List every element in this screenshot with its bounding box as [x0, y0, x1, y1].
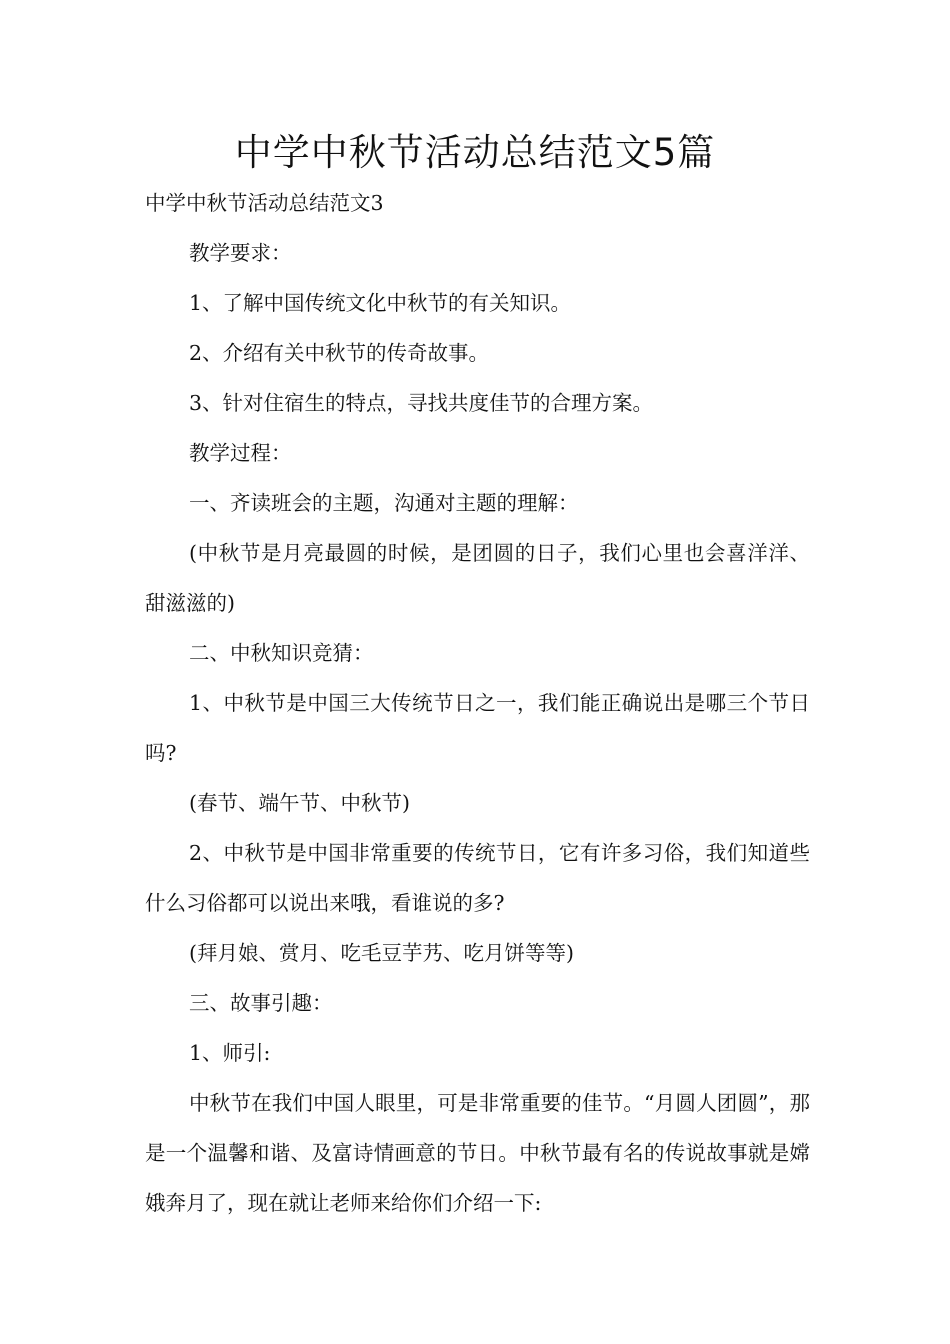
paragraph: 2、介绍有关中秋节的传奇故事。: [189, 341, 490, 365]
paragraph: 2、中秋节是中国非常重要的传统节日，它有许多习俗，我们知道些什么习俗都可以说出来哦，看谁说的多?: [145, 841, 810, 915]
paragraph: (中秋节是月亮最圆的时候，是团圆的日子，我们心里也会喜洋洋、甜滋滋的): [145, 541, 810, 615]
paragraph: (春节、端午节、中秋节): [189, 791, 410, 815]
paragraph: 中学中秋节活动总结范文3: [145, 191, 384, 215]
paragraph: 1、了解中国传统文化中秋节的有关知识。: [189, 291, 572, 315]
paragraph: 一、齐读班会的主题，沟通对主题的理解：: [189, 491, 579, 515]
paragraph: 3、针对住宿生的特点，寻找共度佳节的合理方案。: [189, 391, 654, 415]
paragraph: (拜月娘、赏月、吃毛豆芋艿、吃月饼等等): [189, 941, 574, 965]
paragraph: 教学过程：: [189, 441, 292, 465]
document-body: [145, 178, 810, 1228]
paragraph: 中秋节在我们中国人眼里，可是非常重要的佳节。“月圆人团圆”，那是一个温馨和谐、及富诗情画意的节日。中秋节最有名的传说故事就是嫦娥奔月了，现在就让老师来给你们介绍一下:: [145, 1091, 810, 1215]
document-title: 中学中秋节活动总结范文5篇: [234, 131, 716, 174]
paragraph: 1、中秋节是中国三大传统节日之一，我们能正确说出是哪三个节日吗?: [145, 691, 810, 765]
paragraph: 1、师引:: [189, 1041, 271, 1065]
paragraph: 三、故事引趣：: [189, 991, 333, 1015]
paragraph: 教学要求：: [189, 241, 292, 265]
paragraph: 二、中秋知识竞猜：: [189, 641, 374, 665]
